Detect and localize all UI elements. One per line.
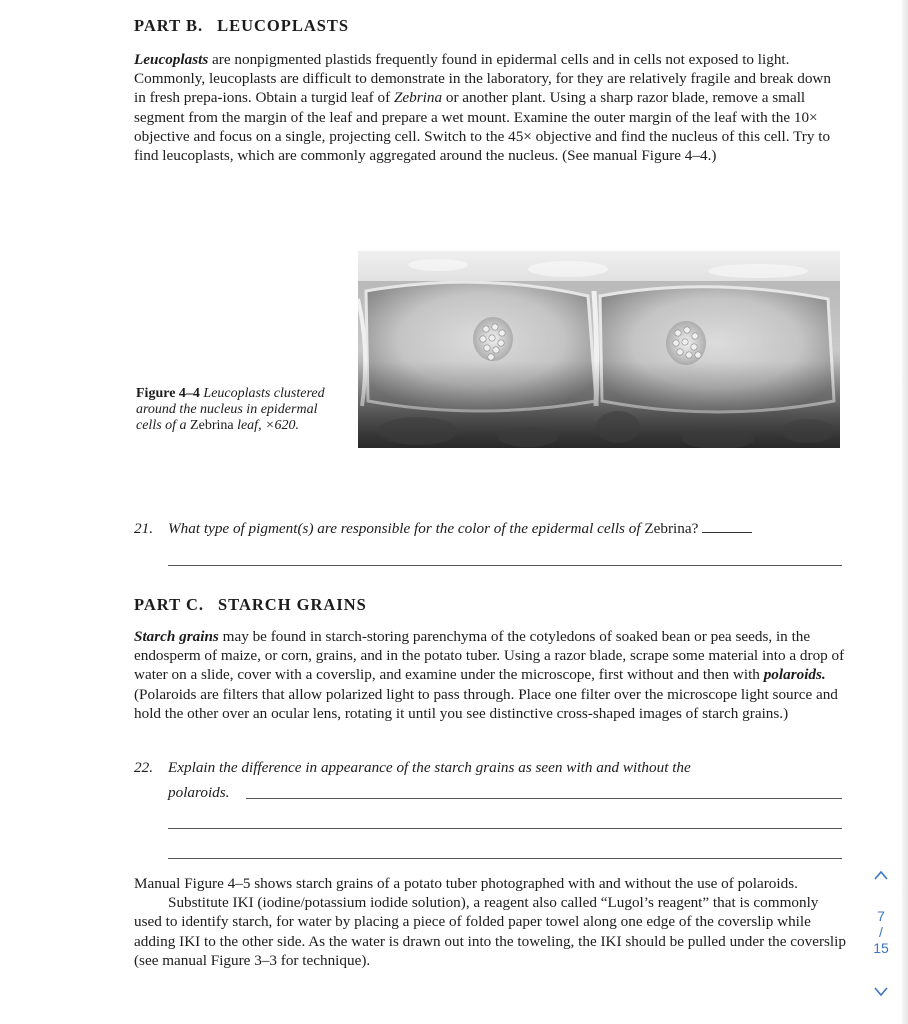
chevron-down-icon — [873, 985, 889, 997]
question-22-number: 22. — [134, 759, 153, 776]
question-21-species: Zebrina? — [644, 520, 699, 537]
current-page: 7 — [877, 908, 885, 924]
figure-caption-magnification: leaf, ×620. — [237, 418, 300, 433]
part-c-text-2: (Polaroids are filters that allow polarized light to pass through. Place one filter over the microscope light source and hold the other over an ocular lens, rotating it until you see distinctive cross-shaped images of starch grains.) — [134, 685, 838, 722]
part-c-text-1: may be found in starch-storing parenchyma of the cotyledons of soaked bean or pea seeds, in the endosperm of maize, or corn, grains, and in the potato tuber. Using a razor blade, scrape some material into a drop of water on a slide, cover with a coverslip, and examine under the microscope, first without and then with — [134, 628, 845, 684]
part-b-heading — [134, 16, 349, 36]
question-22-answer-line-3[interactable] — [168, 858, 842, 859]
part-c-title: STARCH GRAINS — [217, 595, 367, 614]
part-b-text-1: are nonpigmented plastids frequently found in epidermal cells and in cells not exposed to light. Commonly, leucoplasts are difficult to demonstrate in the laboratory, for they are relatively fragile and break down in fresh prepa‐ions. Obtain a turgid leaf of — [134, 51, 831, 107]
question-21-text: What type of pigment(s) are responsible for the color of the epidermal cells of — [168, 520, 641, 537]
micrograph-svg — [358, 251, 840, 448]
question-22 — [134, 758, 691, 778]
question-21 — [134, 519, 752, 539]
page-edge-shadow — [902, 0, 908, 1024]
question-22-text-line2: polaroids. — [168, 784, 230, 801]
polaroids-term: polaroids. — [763, 666, 826, 684]
page-separator: / — [879, 924, 883, 940]
zebrina-term: Zebrina — [393, 89, 443, 107]
question-22-text-line1: Explain the difference in appearance of the starch grains as seen with and without the — [168, 759, 691, 776]
figure-caption — [136, 386, 346, 434]
question-22-line2 — [168, 783, 229, 803]
question-22-answer-line-2[interactable] — [168, 828, 842, 829]
part-c-paragraph — [134, 627, 846, 723]
question-21-answer-line[interactable] — [168, 565, 842, 566]
starch-grains-term: Starch grains — [134, 628, 219, 645]
chevron-up-icon — [873, 869, 889, 881]
page-indicator — [866, 908, 896, 956]
closing-paragraphs — [134, 874, 846, 970]
figure-number: Figure 4–4 — [136, 386, 200, 401]
question-21-inline-blank[interactable] — [702, 519, 752, 533]
figure-caption-text: Leucoplasts clustered around the nucleus in epidermal cells of a — [136, 386, 325, 433]
part-b-paragraph — [134, 50, 846, 165]
part-b-title: LEUCOPLASTS — [217, 16, 350, 35]
leucoplast-micrograph — [358, 251, 840, 448]
part-c-label: PART C. — [134, 595, 204, 614]
total-pages: 15 — [873, 940, 889, 956]
part-b-label: PART B. — [134, 16, 204, 35]
question-22-answer-line-1[interactable] — [246, 798, 842, 799]
part-c-heading — [134, 595, 367, 615]
part-b-text-2: or another plant. Using a sharp razor blade, remove a small segment from the margin of the leaf and prepare a wet mount. Examine the outer margin of the leaf with the 10× objective and focus on a single, projecting cell. Switch to the 45× objective and find the nucleus of this cell. Try to find leucoplasts, which are commonly aggregated around the nucleus. (See manual Figure 4–4.) — [134, 89, 831, 165]
figure-caption-species: Zebrina — [190, 418, 234, 433]
closing-paragraph-1: Manual Figure 4–5 shows starch grains of a potato tuber photographed with and without the use of polaroids. — [134, 875, 798, 892]
question-21-number: 21. — [134, 520, 153, 537]
closing-paragraph-2: Substitute IKI (iodine/potassium iodide solution), a reagent also called “Lugol’s reagent” that is commonly used to identify starch, for water by placing a piece of folded paper towel along one edge of the coverslip while adding IKI to the other side. As the water is drawn out into the toweling, the IKI should be pulled under the coverslip (see manual Figure 3–3 for technique). — [134, 894, 846, 969]
page-up-button[interactable] — [866, 868, 896, 886]
leucoplasts-term: Leucoplasts — [134, 51, 209, 68]
page-down-button[interactable] — [866, 984, 896, 1002]
